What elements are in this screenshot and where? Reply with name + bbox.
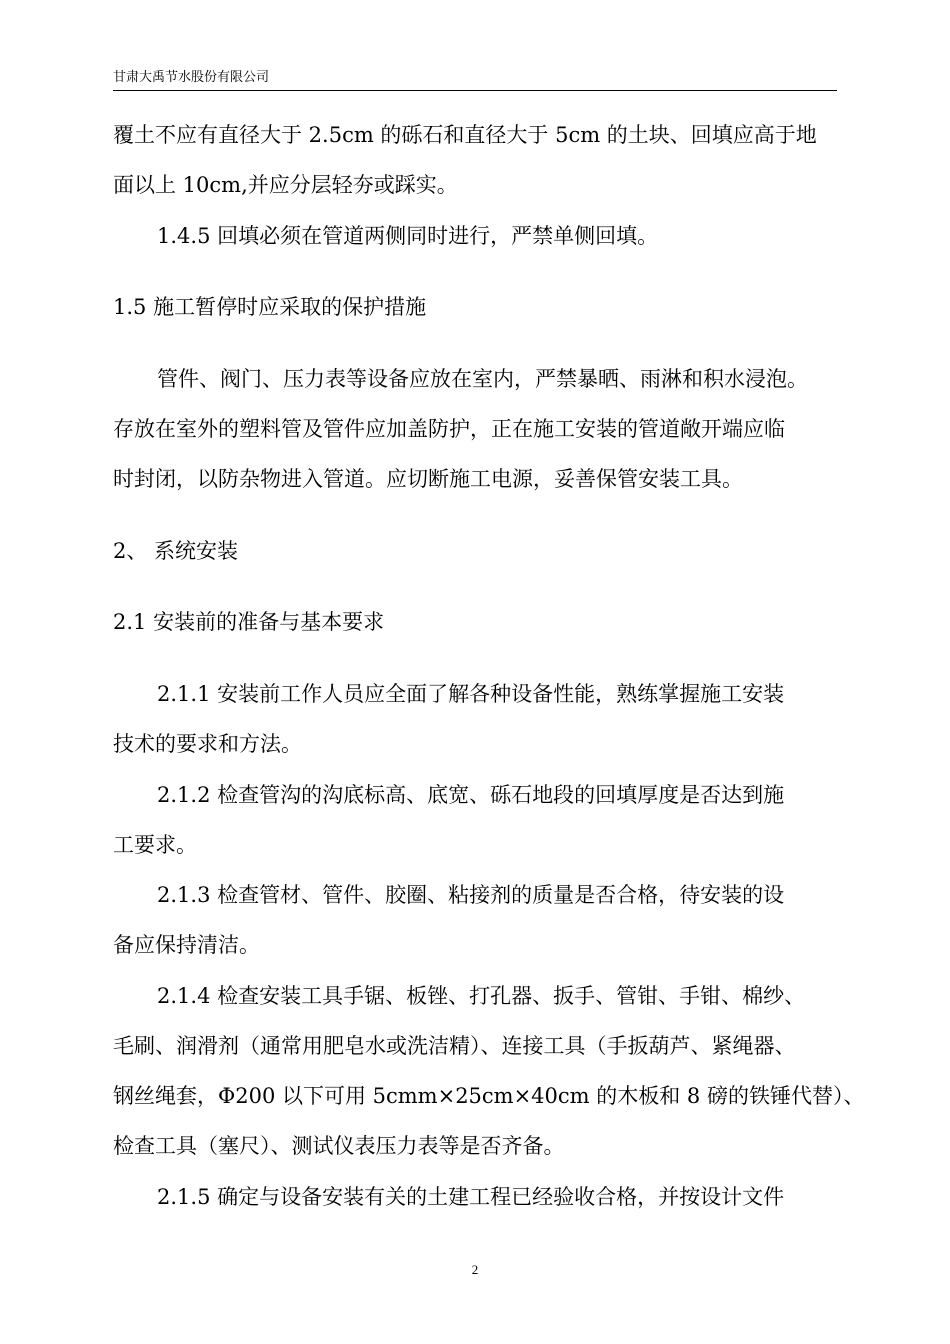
text-line: 毛刷、润滑剂（通常用肥皂水或洗洁精）、连接工具（手扳葫芦、紧绳器、 [113, 1034, 796, 1058]
section-2-1-4: 2.1.4 检查安装工具手锯、板锉、打孔器、扳手、管钳、手钳、棉纱、 [157, 984, 806, 1008]
section-1-4-5: 1.4.5 回填必须在管道两侧同时进行，严禁单侧回填。 [157, 224, 659, 248]
heading-2: 2、 系统安装 [113, 539, 239, 563]
company-name: 甘肃大禹节水股份有限公司 [113, 70, 270, 85]
section-2-1-2: 2.1.2 检查管沟的沟底标高、底宽、砾石地段的回填厚度是否达到施 [157, 783, 785, 807]
text-line: 技术的要求和方法。 [113, 732, 302, 756]
text-line: 覆土不应有直径大于 2.5cm 的砾石和直径大于 5cm 的土块、回填应高于地 [113, 123, 817, 147]
text-line: 时封闭，以防杂物进入管道。应切断施工电源，妥善保管安装工具。 [113, 467, 743, 491]
section-2-1-3: 2.1.3 检查管材、管件、胶圈、粘接剂的质量是否合格，待安装的设 [157, 883, 785, 907]
heading-1-5: 1.5 施工暂停时应采取的保护措施 [113, 295, 427, 319]
text-line: 面以上 10cm,并应分层轻夯或踩实。 [113, 173, 458, 197]
text-line: 检查工具（塞尺）、测试仪表压力表等是否齐备。 [113, 1134, 565, 1158]
section-2-1-5: 2.1.5 确定与设备安装有关的土建工程已经验收合格，并按设计文件 [157, 1185, 785, 1209]
page-number: 2 [471, 1262, 479, 1277]
section-2-1-1: 2.1.1 安装前工作人员应全面了解各种设备性能，熟练掌握施工安装 [157, 682, 785, 706]
page-header [113, 70, 837, 91]
text-line: 备应保持清洁。 [113, 933, 260, 957]
text-line: 存放在室外的塑料管及管件应加盖防护，正在施工安装的管道敞开端应临 [113, 417, 785, 441]
text-line: 钢丝绳套，Φ200 以下可用 5cmm×25cm×40cm 的木板和 8 磅的铁锤代替）、 [113, 1084, 865, 1108]
text-line: 管件、阀门、压力表等设备应放在室内，严禁暴晒、雨淋和积水浸泡。 [157, 367, 808, 391]
heading-2-1: 2.1 安装前的准备与基本要求 [113, 610, 385, 634]
text-line: 工要求。 [113, 833, 197, 857]
